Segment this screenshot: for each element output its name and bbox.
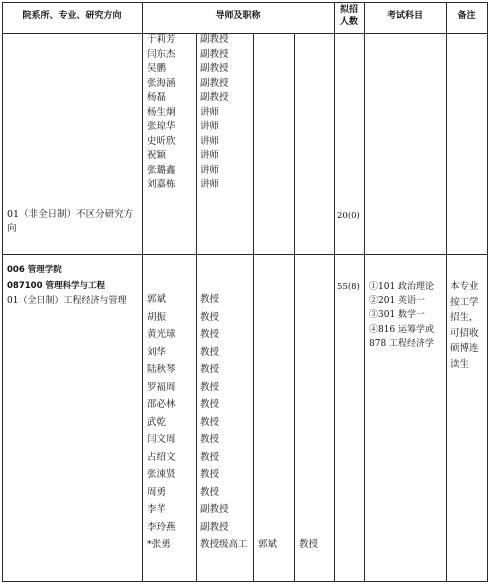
advisor-title: 副教授: [200, 521, 229, 533]
advisor-name: 郭斌: [147, 294, 167, 305]
table-border-left: [2, 2, 3, 582]
header-advisor: 导师及职称: [215, 11, 261, 21]
quota-full-time: 55(8): [337, 282, 360, 292]
dept-name: 006 管理学院: [7, 265, 62, 275]
advisor-name: 李玲燕: [147, 521, 176, 533]
advisor-title: 教授: [200, 346, 220, 358]
advisor-name: 张海涵: [147, 77, 176, 89]
table-border-top: [2, 2, 488, 3]
advisor-title: 教授: [200, 294, 220, 305]
col-divider-1: [142, 2, 143, 582]
advisor-name: 闫文周: [147, 434, 176, 445]
col-divider-adv-b: [253, 33, 254, 582]
major-name: 087100 管理科学与工程: [7, 281, 105, 291]
advisor-title: 副教授: [200, 77, 229, 89]
header-divider: [2, 33, 488, 34]
advisor-name: 杨生炯: [147, 106, 176, 118]
advisor-name: 李芊: [147, 504, 167, 515]
header-dept: 院系所、专业、研究方向: [22, 11, 122, 21]
advisor-title: 讲师: [200, 121, 220, 132]
advisor-name: 于莉芳: [147, 34, 176, 45]
col-divider-3: [364, 2, 365, 582]
advisor-title: 教授: [200, 329, 220, 340]
advisor-title: 副教授: [200, 92, 229, 103]
advisor-name: 陆秋琴: [147, 364, 176, 375]
advisor-title: 副教授: [200, 504, 229, 515]
quota-part-time: 20(0): [337, 211, 360, 221]
advisor-title: 教授: [200, 486, 220, 498]
advisor-title: 讲师: [200, 106, 220, 118]
advisor-name: 祝颖: [147, 150, 167, 161]
section-divider: [2, 254, 488, 255]
col-divider-2: [334, 2, 335, 582]
advisor-title: 讲师: [200, 179, 220, 190]
advisor-title: 教授: [200, 364, 220, 375]
col-divider-adv-a: [196, 33, 197, 582]
note-text: 本专业按工学招生，可招收硕博连读生: [450, 281, 479, 370]
advisor-name: 罗福周: [147, 381, 176, 393]
header-note: 备注: [457, 11, 476, 21]
exam-item: ④816 运筹学或878 工程经济学: [369, 325, 435, 349]
advisor-title: 副教授: [200, 48, 229, 60]
exam-item: ②201 英语一: [369, 296, 426, 306]
advisor-name: 周勇: [147, 486, 167, 498]
advisor-name: 张涑贤: [147, 469, 176, 480]
advisor-title: 教授: [200, 434, 220, 445]
advisor-title: 教授: [200, 399, 220, 410]
co-advisor-title: 教授: [299, 539, 319, 550]
advisor-name: 刘华: [147, 346, 167, 358]
advisor-title: 讲师: [200, 135, 220, 147]
advisor-name: 黄光球: [147, 329, 176, 340]
co-advisor-name: 郭斌: [258, 539, 278, 550]
advisor-name: 杨磊: [147, 92, 167, 103]
direction-full-time: 01（全日制）工程经济与管理: [7, 296, 127, 306]
advisor-title: 教授: [200, 451, 220, 463]
exam-item: ③301 数学一: [369, 310, 426, 320]
advisor-title: 副教授: [200, 34, 229, 45]
col-divider-4: [446, 2, 447, 582]
advisor-title: 讲师: [200, 164, 220, 176]
advisor-name: 史昕欣: [147, 135, 176, 147]
table-border-bottom: [2, 581, 488, 582]
advisor-title: 副教授: [200, 63, 229, 74]
advisor-name: 刘嘉栋: [147, 179, 176, 190]
advisor-name: 张琼华: [147, 121, 176, 132]
advisor-name: 吴鹏: [147, 63, 167, 74]
exam-item: ①101 政治理论: [369, 282, 435, 292]
col-divider-adv-c: [294, 33, 295, 582]
direction-part-time: 01（非全日制）不区分研究方向: [7, 209, 134, 234]
table-border-right: [487, 2, 488, 582]
advisor-name: 张璐鑫: [147, 164, 176, 176]
advisor-name: 胡振: [147, 311, 167, 323]
advisor-name: 闫东杰: [147, 48, 176, 60]
advisor-title: 教授: [200, 469, 220, 480]
advisor-name: 邵必林: [147, 399, 176, 410]
header-quota: 拟招人数: [339, 5, 358, 27]
advisor-title: 教授级高工: [200, 539, 248, 550]
advisor-title: 教授: [200, 416, 220, 428]
advisor-name: 武乾: [147, 416, 167, 428]
advisor-name: *张勇: [147, 539, 171, 550]
header-exam: 考试科目: [386, 11, 423, 21]
advisor-name: 占绍文: [147, 451, 176, 463]
advisor-title: 教授: [200, 311, 220, 323]
advisor-title: 讲师: [200, 150, 220, 161]
advisor-title: 教授: [200, 381, 220, 393]
